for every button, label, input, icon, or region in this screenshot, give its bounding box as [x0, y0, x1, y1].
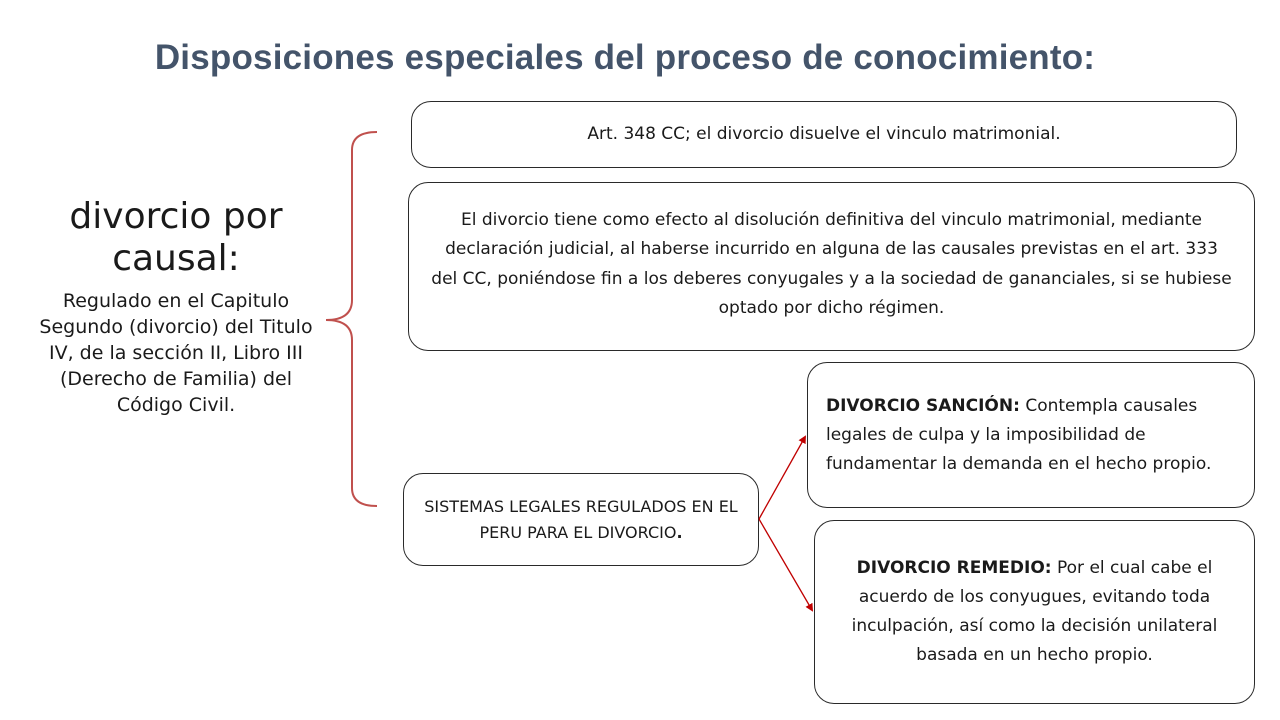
arrow-to-sancion [759, 437, 805, 519]
divorcio-remedio-description: Por el cual cabe el acuerdo de los conyugues, evitando toda inculpación, así como la decisión unilateral basada en un hecho propio. [851, 558, 1218, 665]
topic-block [30, 196, 322, 418]
sistemas-legales-text [418, 494, 744, 546]
topic-description: Regulado en el Capitulo Segundo (divorcio) del Titulo IV, de la sección II, Libro III (Derecho de Familia) del Código Civil. [39, 290, 313, 416]
curly-brace-icon [322, 128, 380, 508]
divorcio-sancion-description: Contempla causales legales de culpa y la imposibilidad de fundamentar la demanda en el hecho propio. [826, 395, 1212, 474]
page-title: Disposiciones especiales del proceso de conocimiento: [154, 38, 1096, 77]
efecto-divorcio-box [408, 182, 1255, 351]
divorcio-remedio-box [814, 520, 1255, 704]
arrow-to-remedio [759, 519, 812, 610]
sistemas-legales-box [403, 473, 759, 566]
divorcio-remedio-text [829, 554, 1240, 670]
sistemas-legales-label: SISTEMAS LEGALES REGULADOS EN EL PERU PARA EL DIVORCIO [424, 496, 738, 542]
divorcio-sancion-text [826, 392, 1240, 479]
sistemas-legales-period: . [676, 522, 683, 542]
topic-heading [30, 196, 322, 280]
art-348-box [411, 101, 1237, 168]
divorcio-sancion-box [807, 362, 1255, 508]
topic-heading-line2: causal: [112, 238, 240, 279]
efecto-divorcio-text: El divorcio tiene como efecto al disolución definitiva del vinculo matrimonial, mediante declaración judicial, al haberse incurrido en alguna de las causales previstas en el art. 333 del CC, poniéndose fin a los deberes conyugales y a la sociedad de gananciales, si se hubiese optado por dicho régimen. [431, 209, 1232, 318]
topic-heading-line1: divorcio por [69, 196, 283, 237]
art-348-text: Art. 348 CC; el divorcio disuelve el vinculo matrimonial. [587, 124, 1061, 144]
divorcio-remedio-label: DIVORCIO REMEDIO: [856, 558, 1052, 578]
divorcio-sancion-label: DIVORCIO SANCIÓN: [826, 395, 1020, 416]
